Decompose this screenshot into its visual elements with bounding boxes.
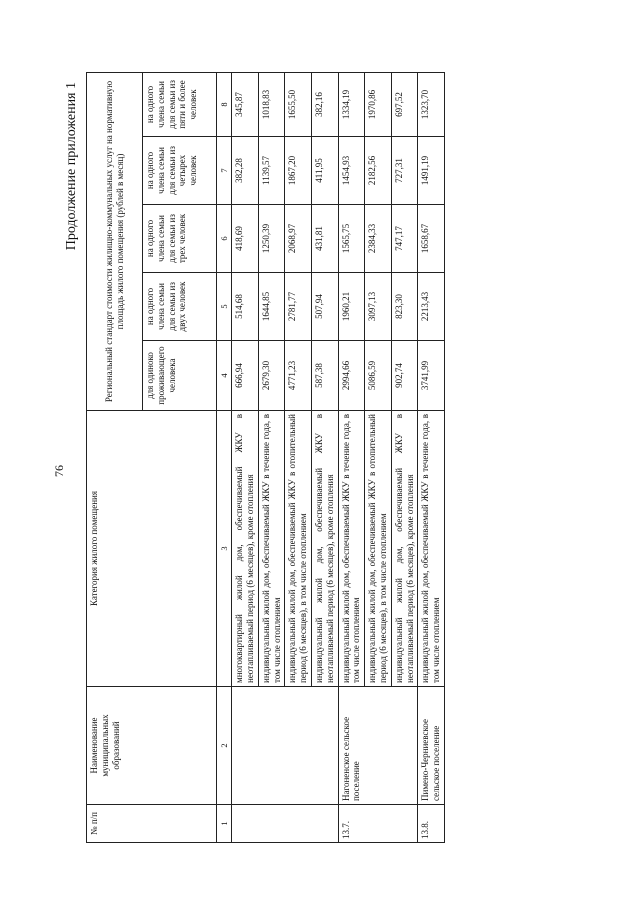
standard-value: 382,28	[232, 137, 259, 205]
standard-value: 727,31	[391, 137, 418, 205]
standard-value: 1250,39	[258, 205, 285, 273]
standard-value: 1644,85	[258, 273, 285, 341]
column-number: 2	[217, 687, 232, 805]
standard-value: 4771,23	[285, 341, 312, 411]
standard-value: 3097,13	[365, 273, 392, 341]
standard-value: 1323,70	[418, 72, 445, 136]
standard-value: 2384,33	[365, 205, 392, 273]
housing-category: индивидуальный жилой дом, обеспечиваемый ЖКУ в отопительный период (6 месяцев), в том числе отоплением	[285, 411, 312, 687]
standard-value: 1655,50	[285, 72, 312, 136]
column-number: 4	[217, 341, 232, 411]
standard-value: 2068,97	[285, 205, 312, 273]
housing-category: индивидуальный жилой дом, обеспечиваемый ЖКУ в течение года, в том числе отоплением	[418, 411, 445, 687]
standard-value: 823,30	[391, 273, 418, 341]
standard-value: 382,16	[311, 72, 338, 136]
table-body	[232, 72, 445, 842]
standard-value: 1658,67	[418, 205, 445, 273]
standard-value: 2213,43	[418, 273, 445, 341]
municipality-name: Нагоненское сельское поселение	[338, 687, 418, 805]
standard-value: 666,94	[232, 341, 259, 411]
appendix-title: Продолжение приложения 1	[64, 82, 79, 251]
standard-value: 3741,99	[418, 341, 445, 411]
column-number: 1	[217, 805, 232, 843]
standard-value: 902,74	[391, 341, 418, 411]
row-number: 13.7.	[338, 805, 418, 843]
header-fam3: на одного члена семьи для семьи из трех человек	[143, 205, 217, 273]
row-number: 13.8.	[418, 805, 445, 843]
standard-value: 1960,21	[338, 273, 365, 341]
header-fam2: на одного члена семьи для семьи из двух человек	[143, 273, 217, 341]
standard-value: 431,81	[311, 205, 338, 273]
standard-value: 2679,30	[258, 341, 285, 411]
header-standard: Региональный стандарт стоимости жилищно-коммунальных услуг на нормативную площадь жилого помещения (рублей в месяц)	[87, 72, 143, 410]
housing-category: индивидуальный жилой дом, обеспечиваемый ЖКУ в неотапливаемый период (6 месяцев), кроме отопления	[391, 411, 418, 687]
header-single: для одиноко проживающего человека	[143, 341, 217, 411]
standard-value: 1867,20	[285, 137, 312, 205]
standards-table	[86, 72, 445, 843]
standard-value: 2781,77	[285, 273, 312, 341]
table-row	[232, 72, 259, 842]
standard-value: 1454,93	[338, 137, 365, 205]
column-number: 8	[217, 72, 232, 136]
header-no: № п/п	[87, 805, 217, 843]
municipality-name: Пимено-Черниевское сельское поселение	[418, 687, 445, 805]
page-number: 76	[52, 465, 66, 477]
standard-value: 1018,83	[258, 72, 285, 136]
column-numbers-row	[217, 72, 232, 842]
column-number: 5	[217, 273, 232, 341]
housing-category: индивидуальный жилой дом, обеспечиваемый ЖКУ в течение года, в том числе отоплением	[258, 411, 285, 687]
standard-value: 1970,86	[365, 72, 392, 136]
table-row	[418, 72, 445, 842]
standard-value: 587,38	[311, 341, 338, 411]
housing-category: многоквартирный жилой дом, обеспечиваемый ЖКУ в неотапливаемый период (6 месяцев), кроме отопления	[232, 411, 259, 687]
header-fam4: на одного члена семьи для семьи из четырех человек	[143, 137, 217, 205]
standard-value: 697,52	[391, 72, 418, 136]
standard-value: 2182,56	[365, 137, 392, 205]
column-number: 3	[217, 411, 232, 687]
header-fam5: на одного члена семьи для семьи из пяти и более человек	[143, 72, 217, 136]
housing-category: индивидуальный жилой дом, обеспечиваемый ЖКУ в неотапливаемый период (6 месяцев), кроме отопления	[311, 411, 338, 687]
standard-value: 507,94	[311, 273, 338, 341]
column-number: 6	[217, 205, 232, 273]
standard-value: 1334,19	[338, 72, 365, 136]
table-row	[338, 72, 365, 842]
standard-value: 1139,57	[258, 137, 285, 205]
standard-value: 2994,66	[338, 341, 365, 411]
standard-value: 1491,19	[418, 137, 445, 205]
header-category: Категория жилого помещения	[87, 411, 217, 687]
column-number: 7	[217, 137, 232, 205]
standard-value: 514,68	[232, 273, 259, 341]
municipality-name	[232, 687, 338, 805]
standard-value: 411,95	[311, 137, 338, 205]
housing-category: индивидуальный жилой дом, обеспечиваемый ЖКУ в отопительный период (6 месяцев), в том числе отоплением	[365, 411, 392, 687]
standard-value: 747,17	[391, 205, 418, 273]
standard-value: 418,69	[232, 205, 259, 273]
standard-value: 5086,59	[365, 341, 392, 411]
row-number	[232, 805, 338, 843]
standard-value: 345,87	[232, 72, 259, 136]
housing-category: индивидуальный жилой дом, обеспечиваемый ЖКУ в течение года, в том числе отоплением	[338, 411, 365, 687]
header-municipality: Наименование муниципальных образований	[87, 687, 217, 805]
standard-value: 1565,75	[338, 205, 365, 273]
